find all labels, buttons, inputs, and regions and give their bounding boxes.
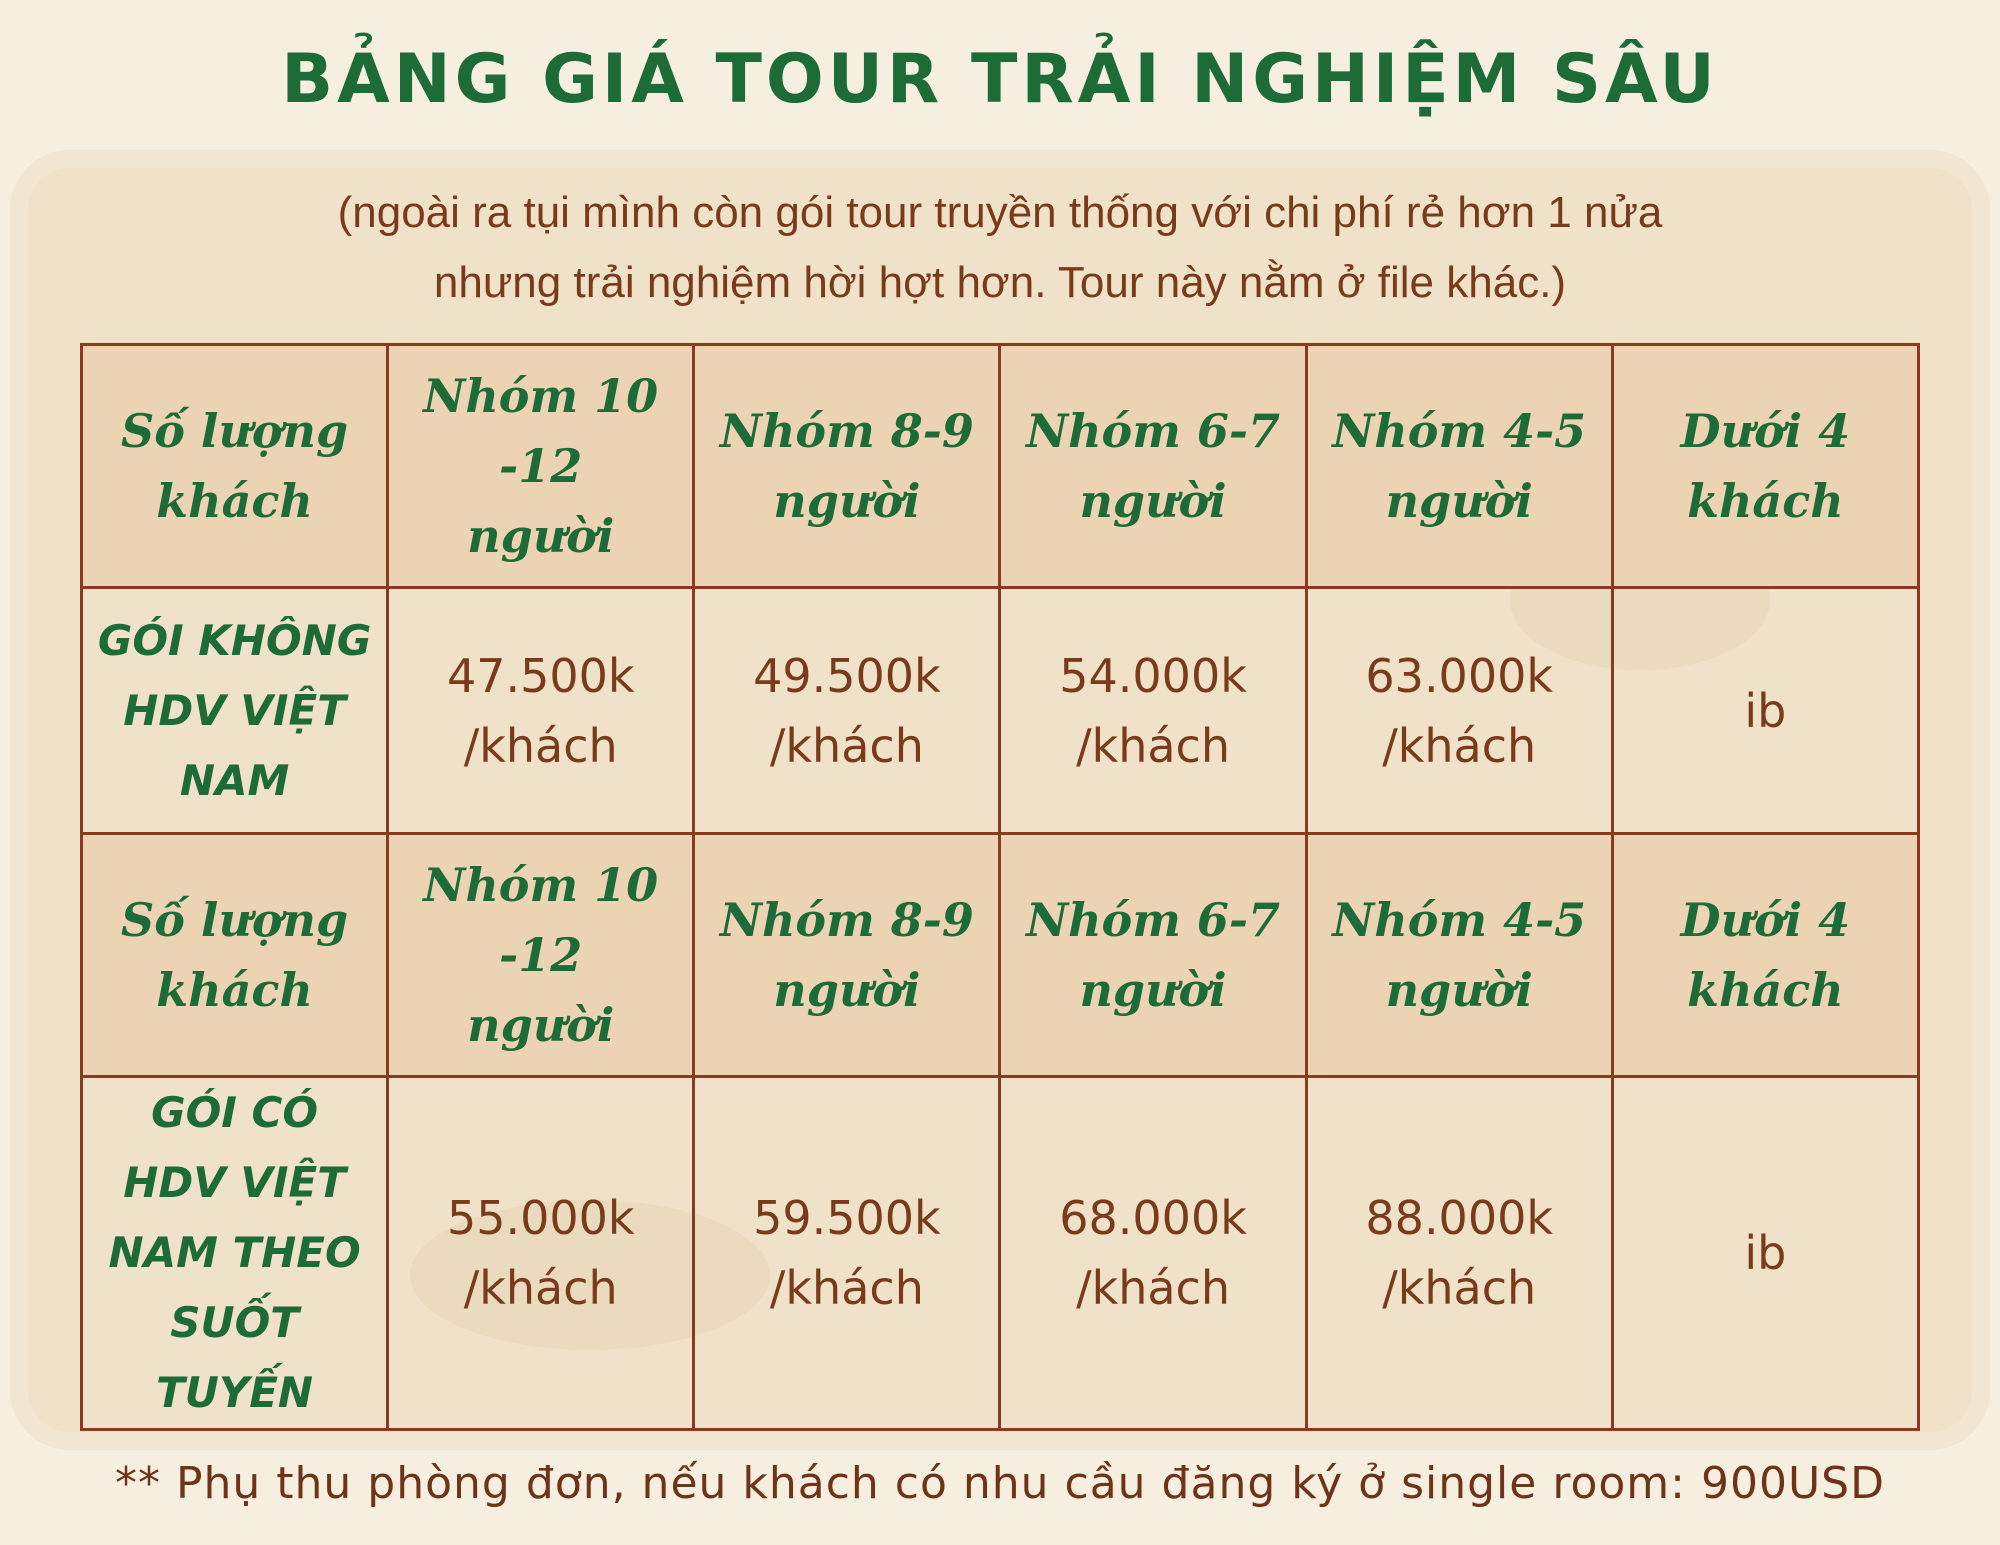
price-cell: 88.000k /khách	[1306, 1077, 1612, 1430]
header-cell-group-8-9: Nhóm 8-9 người	[694, 834, 1000, 1077]
price-cell: 54.000k /khách	[1000, 588, 1306, 834]
price-cell: 47.500k /khách	[388, 588, 694, 834]
header-cell-group-10-12: Nhóm 10 -12 người	[388, 345, 694, 588]
header-cell-group-8-9: Nhóm 8-9 người	[694, 345, 1000, 588]
package-label-with-guide: GÓI CÓ HDV VIỆT NAM THEO SUỐT TUYẾN	[82, 1077, 388, 1430]
price-cell-ib: ib	[1612, 1077, 1918, 1430]
header-cell-guests: Số lượng khách	[82, 345, 388, 588]
page-title: BẢNG GIÁ TOUR TRẢI NGHIỆM SÂU	[281, 40, 1719, 119]
footnote-single-room: ** Phụ thu phòng đơn, nếu khách có nhu cầu đăng ký ở single room: 900USD	[115, 1458, 1885, 1509]
price-cell: 59.500k /khách	[694, 1077, 1000, 1430]
header-cell-group-4-5: Nhóm 4-5 người	[1306, 345, 1612, 588]
header-row-1	[82, 345, 1919, 588]
header-row-2	[82, 834, 1919, 1077]
row-package-without-guide	[82, 588, 1919, 834]
subtitle-line-1: (ngoài ra tụi mình còn gói tour truyền thống với chi phí rẻ hơn 1 nửa	[337, 188, 1663, 237]
package-label-without-guide: GÓI KHÔNG HDV VIỆT NAM	[82, 588, 388, 834]
header-cell-group-4-5: Nhóm 4-5 người	[1306, 834, 1612, 1077]
header-cell-under-4: Dưới 4 khách	[1612, 345, 1918, 588]
header-cell-group-10-12: Nhóm 10 -12 người	[388, 834, 694, 1077]
subtitle-line-2: nhưng trải nghiệm hời hợt hơn. Tour này nằm ở file khác.)	[433, 258, 1567, 307]
header-cell-group-6-7: Nhóm 6-7 người	[1000, 834, 1306, 1077]
header-cell-guests: Số lượng khách	[82, 834, 388, 1077]
price-table	[80, 343, 1920, 1431]
header-cell-under-4: Dưới 4 khách	[1612, 834, 1918, 1077]
price-cell-ib: ib	[1612, 588, 1918, 834]
price-cell: 68.000k /khách	[1000, 1077, 1306, 1430]
row-package-with-guide	[82, 1077, 1919, 1430]
price-cell: 55.000k /khách	[388, 1077, 694, 1430]
price-cell: 49.500k /khách	[694, 588, 1000, 834]
header-cell-group-6-7: Nhóm 6-7 người	[1000, 345, 1306, 588]
subtitle-note	[150, 178, 1850, 318]
price-cell: 63.000k /khách	[1306, 588, 1612, 834]
